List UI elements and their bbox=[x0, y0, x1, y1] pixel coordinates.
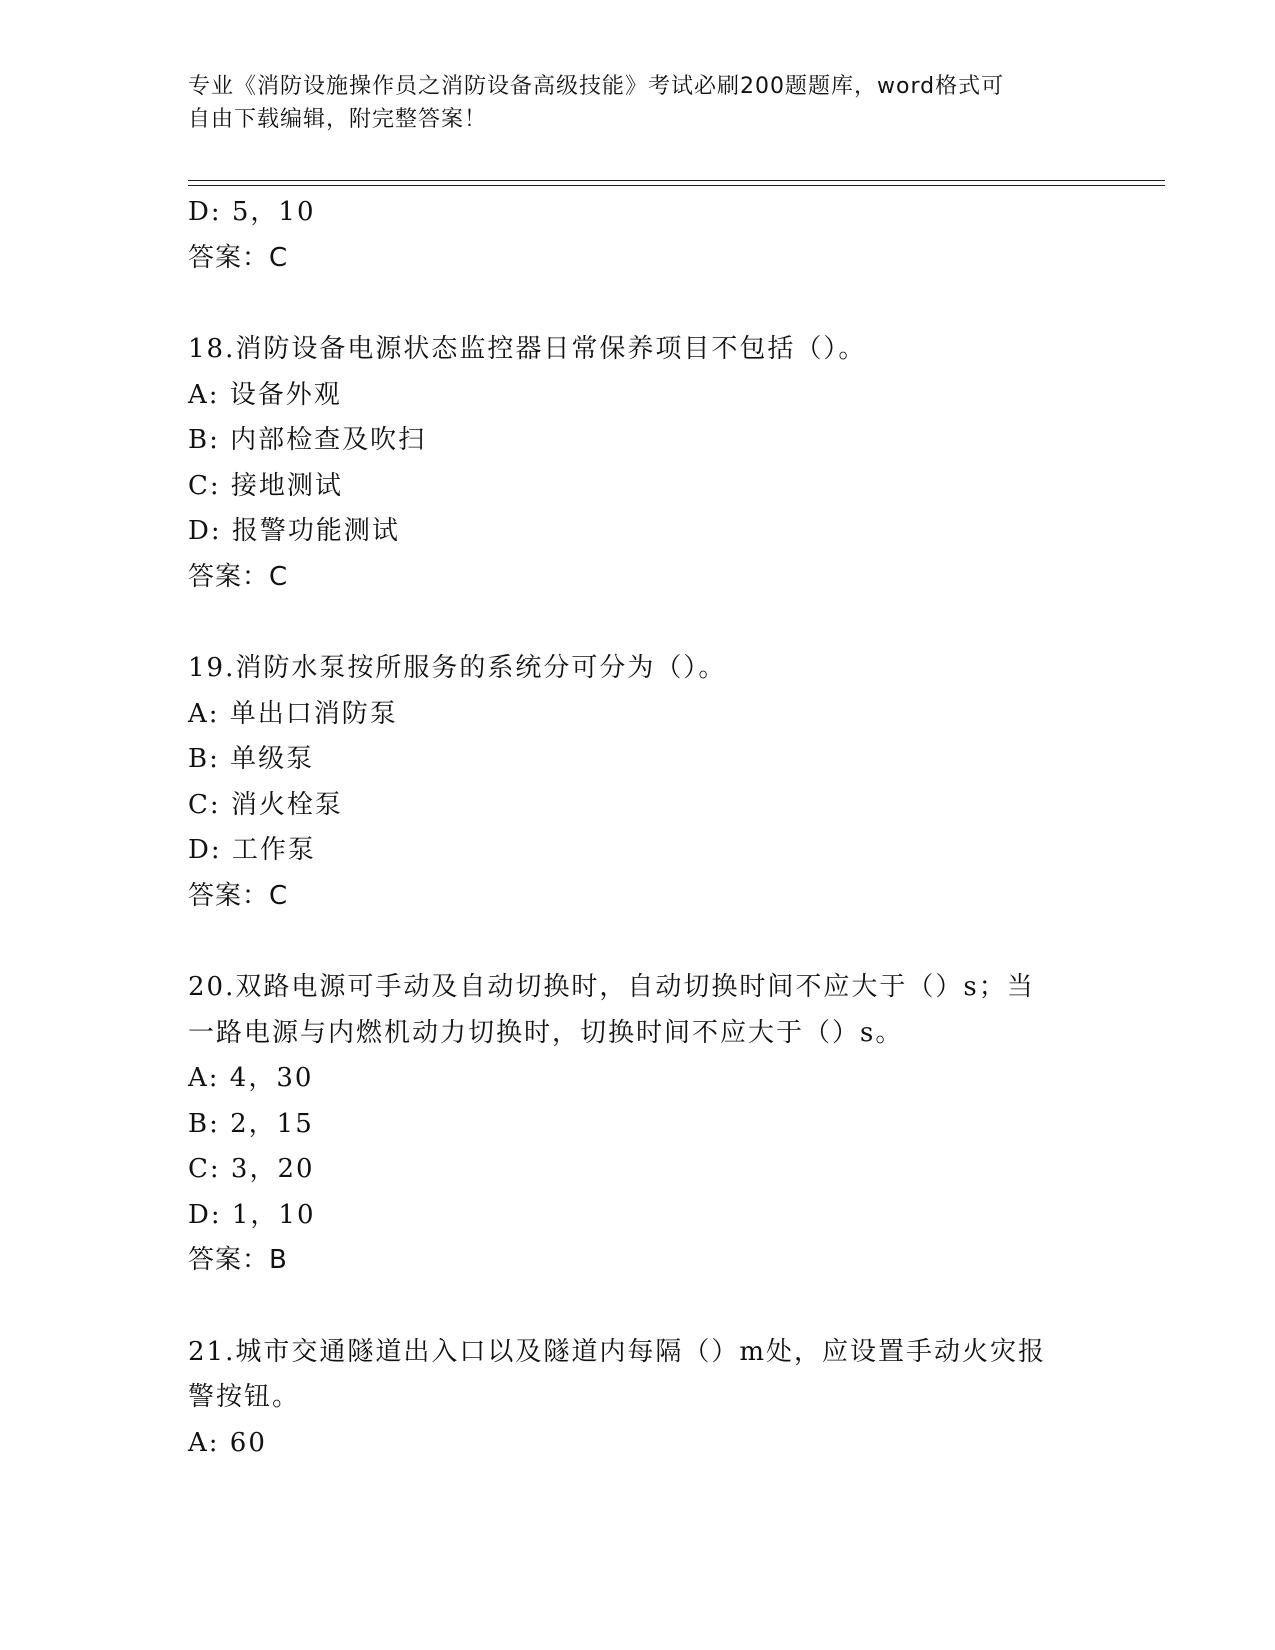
spacer bbox=[188, 600, 1088, 646]
question-21 bbox=[188, 1330, 1088, 1467]
header-line-2: 自由下载编辑，附完整答案！ bbox=[188, 107, 488, 132]
option-c: C: 3，20 bbox=[188, 1154, 315, 1184]
spacer bbox=[188, 281, 1088, 327]
header-divider-bottom bbox=[188, 185, 1165, 186]
spacer bbox=[188, 919, 1088, 965]
answer: 答案：B bbox=[188, 1245, 288, 1275]
option-b: B: 内部检查及吹扫 bbox=[188, 425, 427, 455]
question-20 bbox=[188, 965, 1088, 1284]
page-header bbox=[188, 70, 1088, 136]
question-list bbox=[188, 190, 1088, 1466]
option-d: D: 报警功能测试 bbox=[188, 516, 400, 546]
answer: 答案：C bbox=[188, 880, 289, 911]
option-c: C: 接地测试 bbox=[188, 470, 343, 501]
answer: 答案：C bbox=[188, 242, 289, 273]
option-b: B: 2，15 bbox=[188, 1108, 314, 1139]
spacer bbox=[188, 1284, 1088, 1330]
option-d: D: 工作泵 bbox=[188, 835, 316, 865]
question-stem-line-2: 警按钮。 bbox=[188, 1382, 301, 1412]
header-line-1: 专业《消防设施操作员之消防设备高级技能》考试必刷200题题库，word格式可 bbox=[188, 74, 1005, 99]
question-18 bbox=[188, 327, 1088, 600]
question-19 bbox=[188, 646, 1088, 919]
option-d: D: 1，10 bbox=[188, 1199, 316, 1230]
option-b: B: 单级泵 bbox=[188, 744, 315, 774]
question-stem: 19.消防水泵按所服务的系统分可分为（）。 bbox=[188, 653, 727, 683]
option-d: D: 5，10 bbox=[188, 197, 316, 227]
option-a: A: 设备外观 bbox=[188, 379, 342, 410]
answer: 答案：C bbox=[188, 561, 289, 592]
option-a: A: 单出口消防泵 bbox=[188, 698, 398, 729]
header-divider-top bbox=[188, 180, 1165, 181]
option-a: A: 60 bbox=[188, 1427, 267, 1458]
question-stem-line-2: 一路电源与内燃机动力切换时，切换时间不应大于（）s。 bbox=[188, 1017, 904, 1048]
option-c: C: 消火栓泵 bbox=[188, 789, 343, 820]
previous-question-tail bbox=[188, 190, 1088, 281]
option-a: A: 4，30 bbox=[188, 1063, 314, 1093]
question-stem-line-1: 21.城市交通隧道出入口以及隧道内每隔（）m处，应设置手动火灾报 bbox=[188, 1336, 1047, 1367]
question-stem-line-1: 20.双路电源可手动及自动切换时，自动切换时间不应大于（）s；当 bbox=[188, 972, 1035, 1002]
question-stem: 18.消防设备电源状态监控器日常保养项目不包括（）。 bbox=[188, 334, 867, 364]
